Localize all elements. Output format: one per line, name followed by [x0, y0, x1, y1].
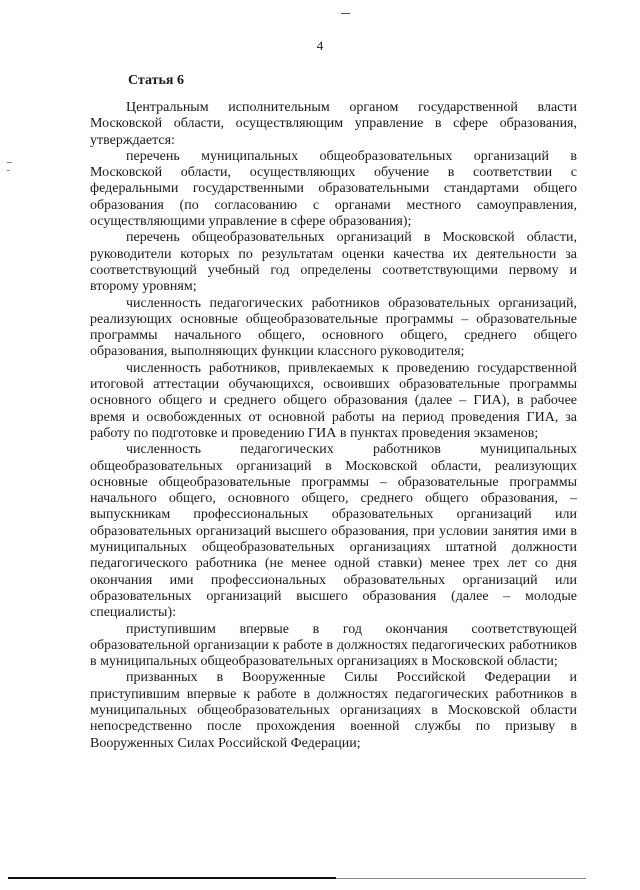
intro-paragraph: Центральным исполнительным органом государственной власти Московской области, осуществляющим управление в сфере образования, утверждается:: [90, 100, 577, 148]
list-item-municipal-orgs: перечень муниципальных общеобразовательных организаций в Московской области, осуществляющих обучение в соответствии с федеральными государственными образовательными стандартами общего образования (по согласованию с органами местного самоуправления, осуществляющими управление в сфере образования);: [90, 148, 577, 230]
list-item-young-specialists: численность педагогических работников муниципальных общеобразовательных организаций в Московской области, реализующих основные общеобразовательные программы – образовательные программы начального общего, основного общего, среднего общего образования, – выпускникам профессиональных образовательных организаций или образовательных организаций высшего образования, при условии занятия ими в муниципальных общеобразовательных организациях штатной должности педагогического работника (не менее одной ставки) менее трех лет со дня окончания ими профессиональных образовательных организаций или образовательных организаций высшего образования (далее – молодые специалисты):: [90, 442, 577, 621]
list-item-org-leaders: перечень общеобразовательных организаций в Московской области, руководители которых по результатам оценки качества их деятельности за соответствующий учебный год определены соответствующими первому и второму уровням;: [90, 230, 577, 295]
top-dash-mark: [341, 13, 350, 14]
scan-edge-mark: [7, 162, 12, 163]
scan-edge-mark: [7, 170, 10, 171]
list-item-military-service: призванных в Вооруженные Силы Российской Федерации и приступившим впервые к работе в должностях педагогических работников в муниципальных общеобразовательных организациях в Московской области непосредственно после прохождения военной службы по призыву в Вооруженных Силах Российской Федерации;: [90, 670, 577, 751]
bottom-scan-line-tail: [336, 878, 586, 879]
article-body: [90, 100, 577, 752]
list-item-class-teachers: численность педагогических работников образовательных организаций, реализующих основные общеобразовательные программы – образовательные программы начального общего, основного общего, среднего общего образования, выполняющих функции классного руководителя;: [90, 295, 577, 360]
bottom-scan-line: [8, 877, 336, 879]
list-item-gia-workers: численность работников, привлекаемых к проведению государственной итоговой аттестации обучающихся, освоивших образовательные программы основного общего и среднего общего образования (далее – ГИА), в рабочее время и освобожденных от основной работы на период проведения ГИА, за работу по подготовке и проведению ГИА в пунктах проведения экзаменов;: [90, 360, 577, 441]
page-number: 4: [316, 38, 324, 53]
list-item-first-year-graduates: приступившим впервые в год окончания соответствующей образовательной организации к работе в должностях педагогических работников в муниципальных общеобразовательных организациях в Московской области;: [90, 621, 577, 670]
article-heading: Статья 6: [128, 73, 184, 88]
